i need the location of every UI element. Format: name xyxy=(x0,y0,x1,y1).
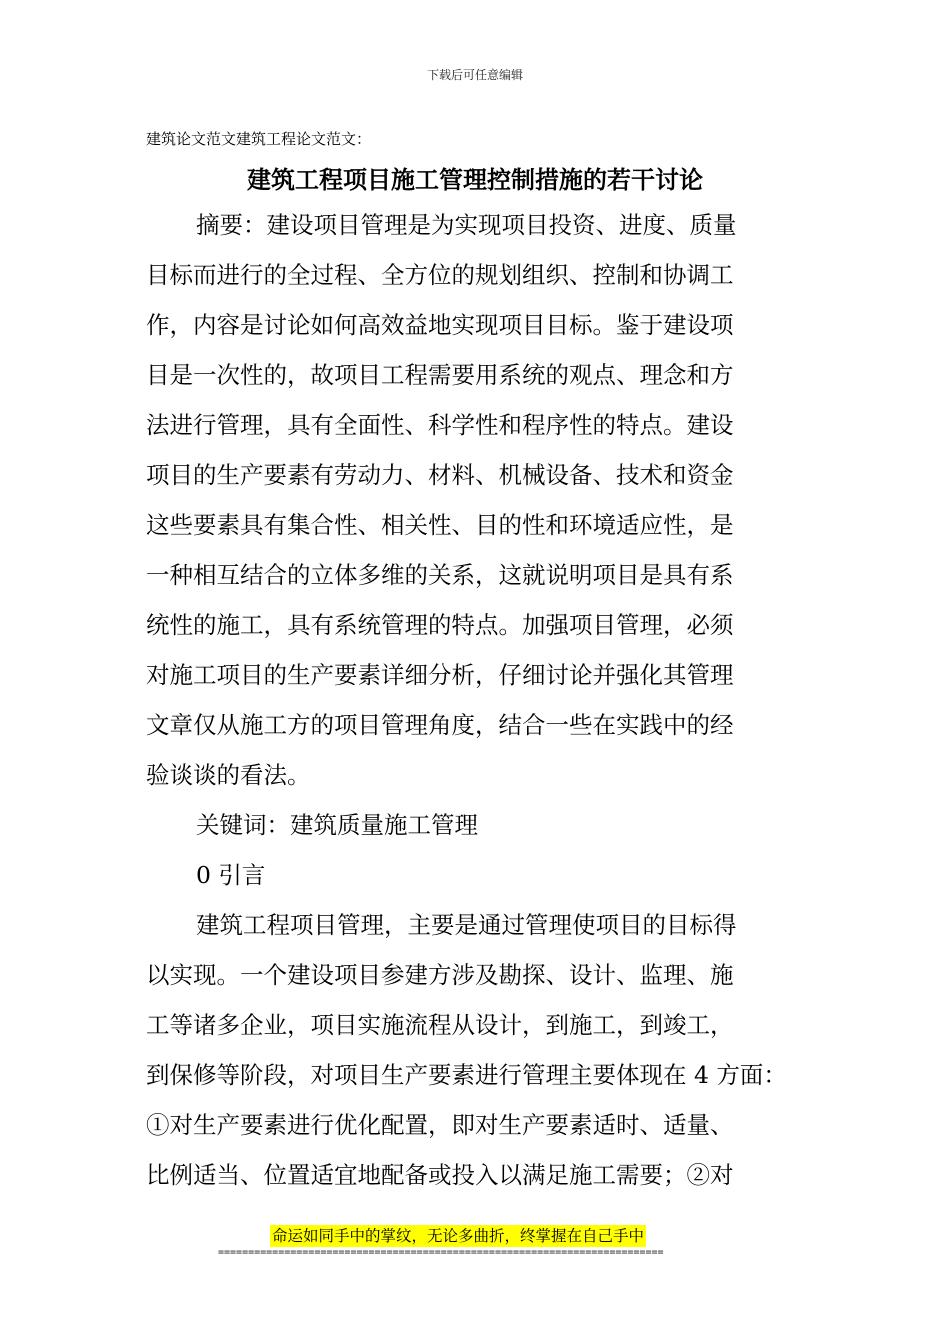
abstract-line: 作，内容是讨论如何高效益地实现项目目标。鉴于建设项 xyxy=(146,311,734,339)
footer-motto: 命运如同手中的掌纹，无论多曲折，终掌握在自己手中 xyxy=(272,1227,645,1245)
document-title: 建筑工程项目施工管理控制措施的若干讨论 xyxy=(247,166,703,194)
intro-line: 比例适当、位置适宜地配备或投入以满足施工需要；②对 xyxy=(146,1161,734,1189)
abstract-line: 这些要素具有集合性、相关性、目的性和环境适应性，是 xyxy=(146,511,734,539)
intro-section xyxy=(146,900,818,1200)
intro-line: ①对生产要素进行优化配置，即对生产要素适时、适量、 xyxy=(146,1111,734,1139)
abstract-line: 目标而进行的全过程、全方位的规划组织、控制和协调工 xyxy=(146,261,734,289)
footer-divider: ========================================================================== xyxy=(218,1247,664,1258)
intro-line: 建筑工程项目管理，主要是通过管理使项目的目标得 xyxy=(196,911,737,939)
abstract-line: 项目的生产要素有劳动力、材料、机械设备、技术和资金 xyxy=(146,461,734,489)
abstract-section xyxy=(146,200,818,800)
abstract-line: 摘要：建设项目管理是为实现项目投资、进度、质量 xyxy=(196,211,737,239)
page-header-note: 下载后可任意编辑 xyxy=(426,68,523,82)
keywords-section xyxy=(146,800,818,850)
abstract-line: 统性的施工，具有系统管理的特点。加强项目管理，必须 xyxy=(146,611,734,639)
abstract-line: 法进行管理，具有全面性、科学性和程序性的特点。建设 xyxy=(146,411,734,439)
intro-line: 以实现。一个建设项目参建方涉及勘探、设计、监理、施 xyxy=(146,961,734,989)
keywords-line: 关键词：建筑质量施工管理 xyxy=(196,811,478,839)
intro-line: 到保修等阶段，对项目生产要素进行管理主要体现在 4 方面： xyxy=(146,1061,787,1089)
intro-line: 工等诸多企业，项目实施流程从设计，到施工，到竣工， xyxy=(146,1011,734,1039)
abstract-line: 验谈谈的看法。 xyxy=(146,761,311,789)
abstract-line: 目是一次性的，故项目工程需要用系统的观点、理念和方 xyxy=(146,361,734,389)
intro-heading-section xyxy=(146,850,818,900)
document-label: 建筑论文范文建筑工程论文范文： xyxy=(146,130,372,148)
abstract-line: 文章仅从施工方的项目管理角度，结合一些在实践中的经 xyxy=(146,711,734,739)
abstract-line: 对施工项目的生产要素详细分析，仔细讨论并强化其管理 xyxy=(146,661,734,689)
abstract-line: 一种相互结合的立体多维的关系，这就说明项目是具有系 xyxy=(146,561,734,589)
intro-heading: 0 引言 xyxy=(196,861,266,889)
